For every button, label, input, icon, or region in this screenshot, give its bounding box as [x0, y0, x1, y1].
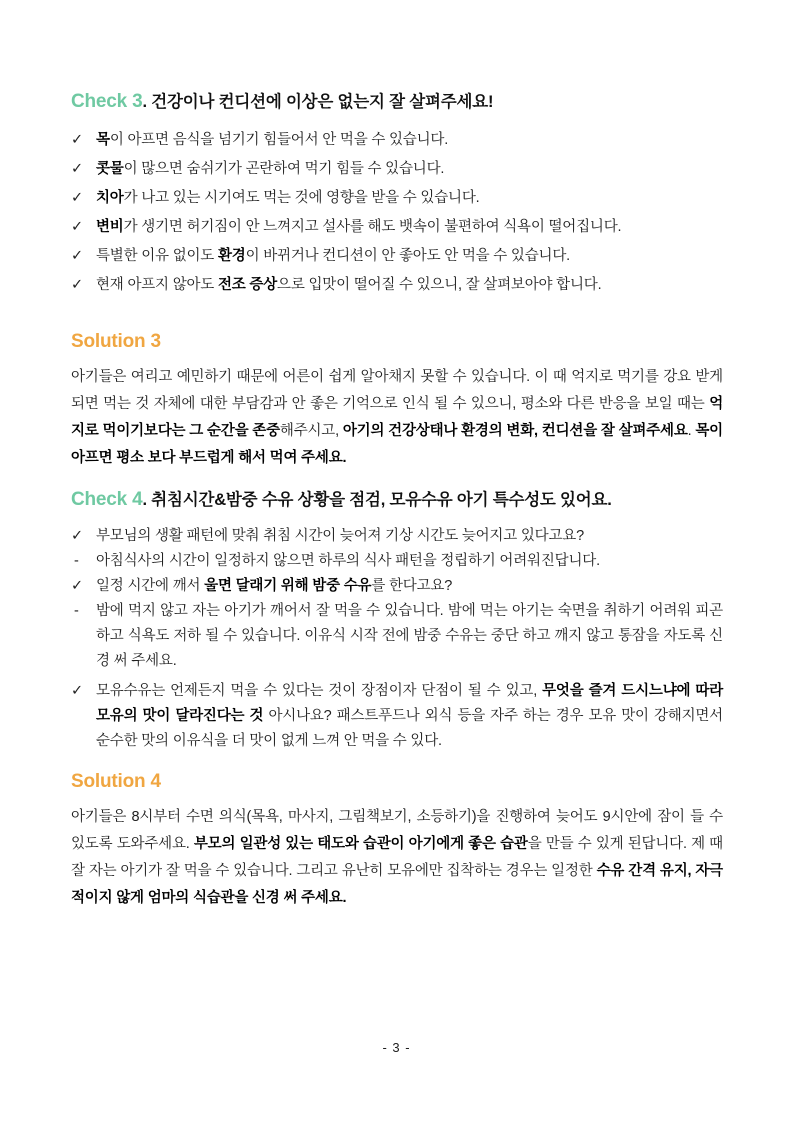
- list-item: [71, 679, 723, 754]
- check-3-list: [71, 126, 723, 300]
- dash-bullet: -: [74, 603, 79, 619]
- list-item-text: 아침식사의 시간이 일정하지 않으면 하루의 식사 패턴을 정립하기 어려워진답니다.: [96, 553, 600, 569]
- checkmark-icon: ✓: [71, 683, 83, 699]
- list-item-text: 일정 시간에 깨서 울면 달래기 위해 밤중 수유를 한다고요?: [96, 578, 453, 594]
- list-item-text: 변비가 생기면 허기짐이 안 느껴지고 설사를 해도 뱃속이 불편하여 식욕이 떨어집니다.: [96, 219, 622, 235]
- solution-3-heading: [71, 330, 723, 355]
- list-item-text: 콧물이 많으면 숨쉬기가 곤란하여 먹기 힘들 수 있습니다.: [96, 161, 445, 177]
- checkmark-icon: ✓: [71, 528, 83, 544]
- section-check-4: [71, 488, 723, 754]
- solution-3-label: Solution 3: [71, 331, 161, 352]
- section-solution-4: [71, 770, 723, 912]
- check-3-label: Check 3: [71, 91, 143, 112]
- section-solution-3: [71, 330, 723, 472]
- solution-4-heading: [71, 770, 723, 795]
- list-item: [71, 524, 723, 549]
- solution-4-paragraph: 아기들은 8시부터 수면 의식(목욕, 마사지, 그림책보기, 소등하기)을 진행하여 늦어도 9시안에 잠이 들 수 있도록 도와주세요. 부모의 일관성 있는 태도와 습관이 아기에게 좋은 습관을 만들 수 있게 된답니다. 제 때 잘 자는 아기가 잘 먹을 수 있습니다. 그리고 유난히 모유에만 집착하는 경우는 일정한 수유 간격 유지, 자극적이지 않게 엄마의 식습관을 신경 써 주세요.: [71, 809, 723, 906]
- checkmark-icon: ✓: [71, 277, 83, 293]
- list-item: [71, 155, 723, 184]
- list-item: [71, 126, 723, 155]
- solution-3-paragraph: 아기들은 여리고 예민하기 때문에 어른이 쉽게 알아채지 못할 수 있습니다. 이 때 억지로 먹기를 강요 받게 되면 먹는 것 자체에 대한 부담감과 안 좋은 기억으로 인식 될 수 있으니, 평소와 다른 반응을 보일 때는 억지로 먹이기보다는 그 순간을 존중해주시고, 아기의 건강상태나 환경의 변화, 컨디션을 잘 살펴주세요. 목이 아프면 평소 보다 부드럽게 해서 먹여 주세요.: [71, 369, 723, 466]
- document-content: [71, 90, 723, 912]
- check-4-list: [71, 524, 723, 754]
- checkmark-icon: ✓: [71, 219, 83, 235]
- check-4-title: 취침시간&밤중 수유 상황을 점검, 모유수유 아기 특수성도 있어요.: [151, 491, 612, 509]
- sub-list-item: [71, 599, 723, 674]
- heading-separator: .: [142, 491, 152, 509]
- checkmark-icon: ✓: [71, 132, 83, 148]
- sub-list-item: [71, 549, 723, 574]
- heading-separator: .: [142, 93, 152, 111]
- checkmark-icon: ✓: [71, 190, 83, 206]
- list-item-text: 특별한 이유 없이도 환경이 바뀌거나 컨디션이 안 좋아도 안 먹을 수 있습니다.: [96, 248, 570, 264]
- solution-4-label: Solution 4: [71, 771, 161, 792]
- list-item: [71, 213, 723, 242]
- list-item-text: 목이 아프면 음식을 넘기기 힘들어서 안 먹을 수 있습니다.: [96, 132, 449, 148]
- list-item: [71, 184, 723, 213]
- list-item-text: 부모님의 생활 패턴에 맞춰 취침 시간이 늦어져 기상 시간도 늦어지고 있다고요?: [96, 528, 584, 544]
- checkmark-icon: ✓: [71, 161, 83, 177]
- dash-bullet: -: [74, 553, 79, 569]
- checkmark-icon: ✓: [71, 248, 83, 264]
- page-number: - 3 -: [382, 1040, 411, 1055]
- list-item-text: 모유수유는 언제든지 먹을 수 있다는 것이 장점이자 단점이 될 수 있고, 무엇을 즐겨 드시느냐에 따라 모유의 맛이 달라진다는 것 아시나요? 패스트푸드나 외식 등을 자주 하는 경우 모유 맛이 강해지면서 순수한 맛의 이유식을 더 맛이 없게 느껴 안 먹을 수 있다.: [96, 683, 723, 749]
- list-item-text: 밤에 먹지 않고 자는 아기가 깨어서 잘 먹을 수 있습니다. 밤에 먹는 아기는 숙면을 취하기 어려워 피곤하고 식욕도 저하 될 수 있습니다. 이유식 시작 전에 밤중 수유는 중단 하고 깨지 않고 통잠을 자도록 신경 써 주세요.: [96, 603, 723, 669]
- list-item-text: 치아가 나고 있는 시기여도 먹는 것에 영향을 받을 수 있습니다.: [96, 190, 480, 206]
- list-item-text: 현재 아프지 않아도 전조 증상으로 입맛이 떨어질 수 있으니, 잘 살펴보아야 합니다.: [96, 277, 602, 293]
- list-item: [71, 574, 723, 599]
- checkmark-icon: ✓: [71, 578, 83, 594]
- check-3-title: 건강이나 컨디션에 이상은 없는지 잘 살펴주세요!: [151, 93, 494, 111]
- section-check-3: [71, 90, 723, 300]
- check-4-heading: [71, 488, 723, 513]
- list-item: [71, 242, 723, 271]
- list-item: [71, 271, 723, 300]
- check-3-heading: [71, 90, 723, 115]
- check-4-label: Check 4: [71, 489, 143, 510]
